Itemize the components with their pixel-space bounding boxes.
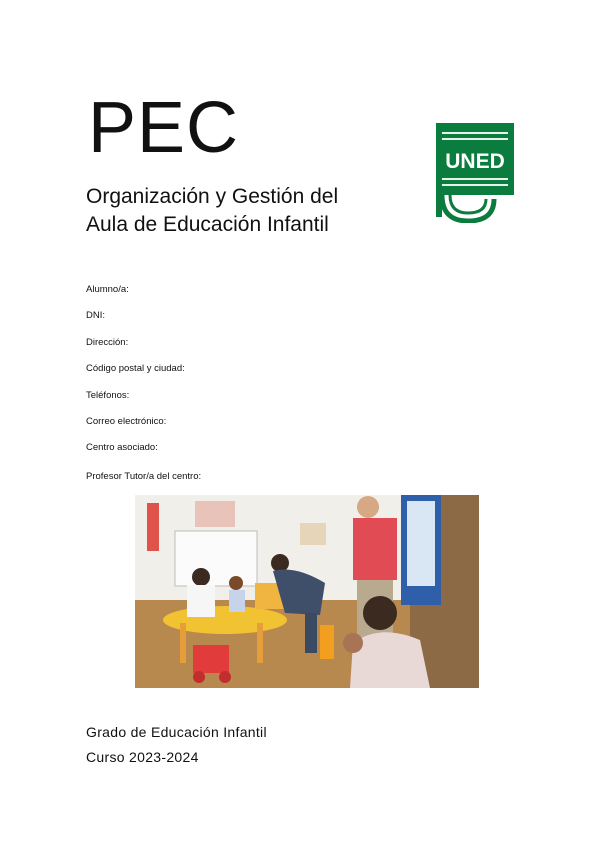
- document-title: PEC: [88, 88, 240, 168]
- uned-logo-text: UNED: [445, 150, 505, 173]
- subject-title-line-2: Aula de Educación Infantil: [86, 213, 329, 236]
- field-center: Centro asociado:: [86, 442, 158, 453]
- degree-name: Grado de Educación Infantil: [86, 724, 267, 740]
- field-email: Correo electrónico:: [86, 416, 167, 427]
- field-tutor: Profesor Tutor/a del centro:: [86, 471, 202, 482]
- subject-title: [86, 183, 416, 239]
- uned-logo: [436, 123, 514, 223]
- subject-title-line-1: Organización y Gestión del: [86, 185, 339, 208]
- field-postal-city: Código postal y ciudad:: [86, 363, 185, 374]
- field-address: Dirección:: [86, 337, 129, 348]
- field-student: Alumno/a:: [86, 284, 129, 295]
- field-phones: Teléfonos:: [86, 390, 130, 401]
- course-year: Curso 2023-2024: [86, 749, 199, 765]
- classroom-photo: [135, 495, 479, 688]
- field-dni: DNI:: [86, 310, 105, 321]
